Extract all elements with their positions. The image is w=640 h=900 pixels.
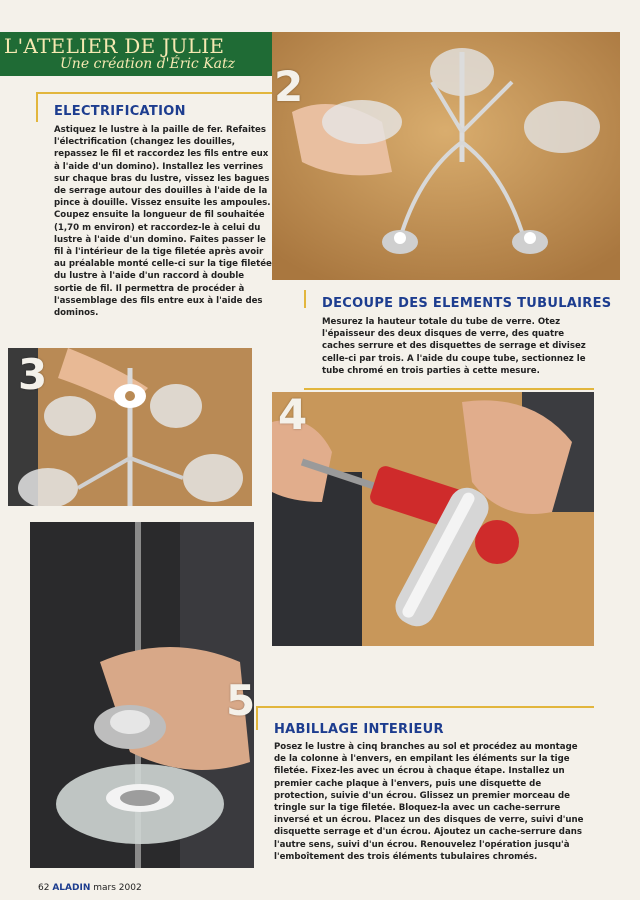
photo-step-3 xyxy=(8,348,252,506)
issue-date: mars 2002 xyxy=(93,883,142,893)
section-rule xyxy=(36,92,272,94)
step-number-3: 3 xyxy=(18,350,48,399)
tube-cutter-illustration xyxy=(272,392,594,646)
step-number-5: 5 xyxy=(226,676,256,725)
chandelier-illustration xyxy=(272,32,620,280)
photo-step-2 xyxy=(272,32,620,280)
magazine-brand: ALADIN xyxy=(52,883,91,893)
page-subtitle: Une création d'Éric Katz xyxy=(60,56,236,72)
electrification-text: Astiquez le lustre à la paille de fer. Refaites l'électrification (changez les douilles, repassez le fil et raccordez les fils entre eux à l'aide d'un domino). Installez les verrines sur chaque bras du lustre, vissez les bagues de serrage autour des douilles à l'aide de la pince à douille. Vissez ensuite les ampoules. Coupez ensuite la longueur de fil souhaitée (1,70 m environ) et raccordez-le à celui du lustre à l'aide d'un domino. Faites passer le fil à l'intérieur de la tige filetée après avoir au préalable monté celle-ci sur la tige filetée du lustre à l'aide d'un raccord à double sortie de fil. Il permettra de procéder à l'assemblage des fils entre eux à l'aide des dominos. xyxy=(54,125,272,319)
page-number: 62 xyxy=(38,883,50,893)
page-title: L'ATELIER DE JULIE xyxy=(4,34,225,58)
decoupe-heading: DECOUPE DES ELEMENTS TUBULAIRES xyxy=(322,296,612,311)
photo-step-5 xyxy=(30,522,254,868)
column-assembly-illustration xyxy=(30,522,254,868)
photo-step-4 xyxy=(272,392,594,646)
header-banner xyxy=(0,32,272,76)
step-number-4: 4 xyxy=(278,392,308,439)
decoupe-text: Mesurez la hauteur totale du tube de verre. Otez l'épaisseur des deux disques de verre, des quatre caches serrure et des disquettes de serrage et divisez celle-ci par trois. A l'aide du coupe tube, sectionnez le tube chromé en trois parties à cette mesure. xyxy=(322,317,586,376)
step-number-2: 2 xyxy=(274,62,304,111)
page-footer xyxy=(38,883,142,893)
electrification-heading: ELECTRIFICATION xyxy=(54,104,186,119)
habillage-heading: HABILLAGE INTERIEUR xyxy=(274,722,444,737)
section-rule xyxy=(256,706,594,708)
section-rule xyxy=(304,388,594,390)
section-rule-vertical xyxy=(36,92,38,122)
section-rule-vertical xyxy=(304,290,306,308)
section-rule-vertical xyxy=(256,706,258,730)
habillage-text: Posez le lustre à cinq branches au sol et procédez au montage de la colonne à l'envers, en empilant les éléments sur la tige filetée. Fixez-les avec un écrou à chaque étape. Installez un premier cache plaque à l'envers, puis une disquette de protection, suivie d'un écrou. Glissez un premier morceau de tringle sur la tige filetée. Bloquez-la avec un cache-serrure inversé et un écrou. Placez un des disques de verre, suivi d'une disquette serrage et d'un écrou. Ajoutez un cache-serrure dans l'autre sens, suivi d'un écrou. Renouvelez l'opération jusqu'à l'emboîtement des trois éléments tubulaires chromés. xyxy=(274,742,584,862)
